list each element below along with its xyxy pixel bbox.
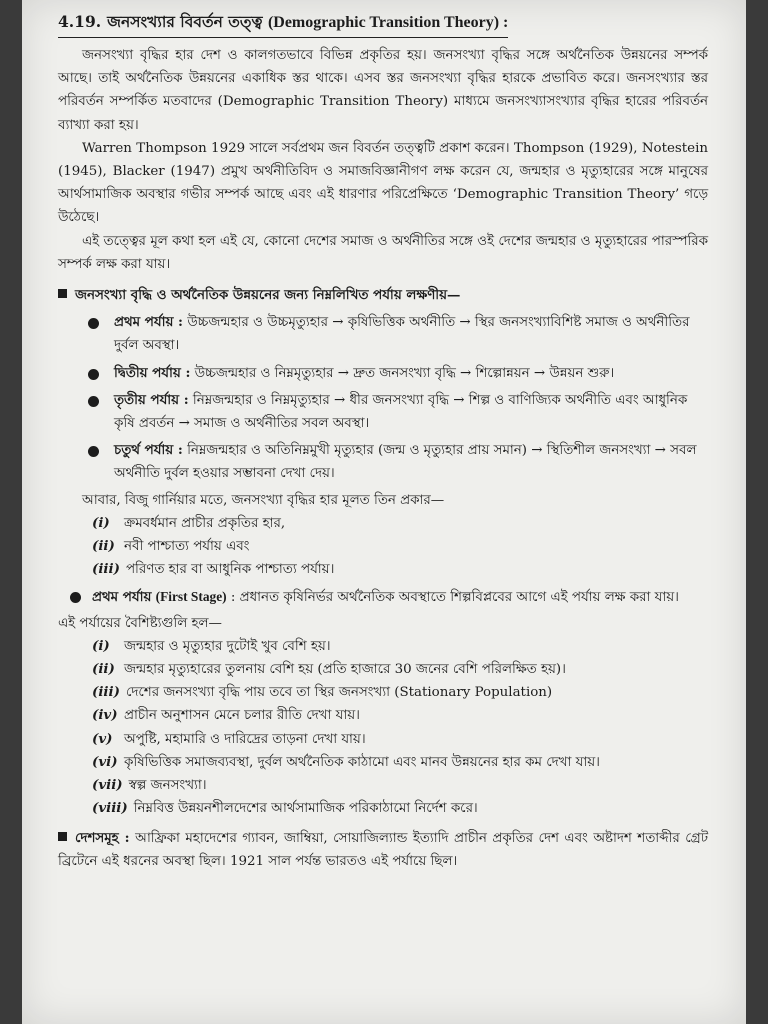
list-text: স্বল্প জনসংখ্যা। bbox=[128, 778, 207, 794]
stage-item bbox=[58, 389, 708, 435]
section-heading bbox=[58, 10, 508, 38]
list-number: (vi) bbox=[92, 753, 118, 770]
stage-text: উচ্চজন্মহার ও উচ্চমৃত্যুহার → কৃষিভিত্তিক অর্থনীতি → স্থির জনসংখ্যাবিশিষ্ট সমাজ ও অর্থনীতির দুর্বল অবস্থা। bbox=[114, 315, 690, 354]
list-item bbox=[58, 512, 708, 535]
first-stage-label-english: (First Stage) bbox=[155, 589, 227, 605]
features-intro: এই পর্যায়ের বৈশিষ্ট্যগুলি হল— bbox=[58, 615, 222, 631]
garnier-intro: আবার, বিজু গার্নিয়ার মতে, জনসংখ্যা বৃদ্ধির হার মূলত তিন প্রকার— bbox=[82, 492, 445, 508]
list-number: (i) bbox=[92, 637, 110, 654]
stage-text: উচ্চজন্মহার ও নিম্নমৃত্যুহার → দ্রুত জনসংখ্যা বৃদ্ধি → শিল্পোন্নয়ন → উন্নয়ন শুরু। bbox=[194, 365, 615, 381]
list-number: (vii) bbox=[92, 777, 123, 794]
list-text: ক্রমবর্ধমান প্রাচীর প্রকৃতির হার, bbox=[124, 515, 286, 531]
list-item bbox=[58, 535, 708, 558]
list-number: (iv) bbox=[92, 707, 118, 724]
stage-text: নিম্নজন্মহার ও নিম্নমৃত্যুহার → ধীর জনসংখ্যা বৃদ্ধি → শিল্প ও বাণিজ্যিক অর্থনীতি এবং আধুনিক কৃষি প্রবর্তন → সমাজ ও অর্থনীতির সবল অবস্থা। bbox=[114, 392, 688, 432]
square-bullet-icon bbox=[58, 832, 67, 841]
list-item bbox=[58, 681, 708, 704]
stage-item bbox=[58, 311, 708, 357]
countries-label: দেশসমূহ : bbox=[75, 829, 130, 846]
first-stage-label: প্রথম পর্যায় bbox=[92, 589, 152, 606]
first-stage-text: : প্রধানত কৃষিনির্ভর অর্থনৈতিক অবস্থাতে শিল্পবিপ্লবের আগে এই পর্যায় লক্ষ করা যায়। bbox=[230, 590, 679, 606]
bullet-dot-icon bbox=[88, 369, 99, 380]
stage-item bbox=[58, 439, 708, 485]
list-number: (viii) bbox=[92, 800, 128, 817]
paragraph: Warren Thompson 1929 সালে সর্বপ্রথম জন বিবর্তন তত্ত্বটি প্রকাশ করেন। Thompson (1929), Notestein (1945), Blacker (1947) প্রমুখ অর্থনীতিবিদ ও সমাজবিজ্ঞানীগণ লক্ষ করেন যে, জন্মহার ও মৃত্যুহারের সঙ্গে মানুষের আর্থসামাজিক অবস্থার গভীর সম্পর্ক আছে এবং এই ধারণার পরিপ্রেক্ষিতে ‘Demographic Transition Theory’ গড়ে উঠেছে। bbox=[58, 140, 708, 226]
list-item bbox=[58, 728, 708, 751]
first-stage-block bbox=[58, 585, 708, 609]
list-item bbox=[58, 704, 708, 727]
list-text: কৃষিভিত্তিক সমাজব্যবস্থা, দুর্বল অর্থনৈতিক কাঠামো এবং মানব উন্নয়নের হার কম দেখা যায়। bbox=[124, 754, 600, 770]
square-bullet-icon bbox=[58, 289, 67, 298]
list-text: জন্মহার মৃত্যুহারের তুলনায় বেশি হয় (প্রতি হাজারে 30 জনের বেশি পরিলক্ষিত হয়)। bbox=[124, 662, 566, 678]
list-item bbox=[58, 635, 708, 658]
bullet-dot-icon bbox=[70, 592, 81, 603]
list-number: (ii) bbox=[92, 661, 115, 678]
list-item bbox=[58, 658, 708, 681]
list-item bbox=[58, 751, 708, 774]
book-page bbox=[22, 0, 746, 1024]
stage-item bbox=[58, 362, 708, 385]
list-number: (i) bbox=[92, 514, 110, 531]
page-content bbox=[58, 10, 708, 873]
section-title-bengali: জনসংখ্যার বিবর্তন তত্ত্ব bbox=[107, 12, 263, 31]
paragraph: জনসংখ্যা বৃদ্ধির হার দেশ ও কালগতভাবে বিভিন্ন প্রকৃতির হয়। জনসংখ্যা বৃদ্ধির সঙ্গে অর্থনৈতিক উন্নয়নের সম্পর্ক আছে। তাই অর্থনৈতিক উন্নয়নের একাধিক স্তর থাকে। এসব স্তর জনসংখ্যা বৃদ্ধির হারকে প্রভাবিত করে। জনসংখ্যার স্তর পরিবর্তন সম্পর্কিত মতবাদের (Demographic Transition Theory) মাধ্যমে জনসংখ্যাসংখ্যার বৃদ্ধির হারের পরিবর্তন ব্যাখ্যা করা হয়। bbox=[58, 48, 708, 133]
list-text: নবী পাশ্চাত্য পর্যায় এবং bbox=[124, 539, 250, 555]
bullet-dot-icon bbox=[88, 318, 99, 329]
stage-text: নিম্নজন্মহার ও অতিনিম্নমুখী মৃত্যুহার (জন্ম ও মৃত্যুহার প্রায় সমান) → স্থিতিশীল জনসংখ্যা → সবল অর্থনীতি দুর্বল হওয়ার সম্ভাবনা দেখা দেয়। bbox=[114, 443, 697, 482]
list-text: অপুষ্টি, মহামারি ও দারিদ্রের তাড়না দেখা যায়। bbox=[124, 731, 366, 747]
list-text: নিম্নবিত্ত উন্নয়নশীলদেশের আর্থসামাজিক পরিকাঠামো নির্দেশ করে। bbox=[133, 801, 478, 817]
list-number: (iii) bbox=[92, 684, 120, 701]
stage-label: তৃতীয় পর্যায় : bbox=[114, 391, 189, 408]
list-text: দেশের জনসংখ্যা বৃদ্ধি পায় তবে তা স্থির জনসংখ্যা (Stationary Population) bbox=[125, 685, 553, 701]
list-text: জন্মহার ও মৃত্যুহার দুটোই খুব বেশি হয়। bbox=[124, 638, 331, 654]
list-text: পরিণত হার বা আধুনিক পাশ্চাত্য পর্যায়। bbox=[125, 562, 335, 578]
section-number: 4.19. bbox=[58, 12, 102, 31]
section-title-english: (Demographic Transition Theory) : bbox=[267, 14, 509, 31]
list-item bbox=[58, 774, 708, 797]
paragraph: এই তত্ত্বের মূল কথা হল এই যে, কোনো দেশের সমাজ ও অর্থনীতির সঙ্গে ওই দেশের জন্মহার ও মৃত্যুহারের পারস্পরিক সম্পর্ক লক্ষ করা যায়। bbox=[58, 233, 708, 272]
list-item bbox=[58, 797, 708, 820]
stages-intro-text: জনসংখ্যা বৃদ্ধি ও অর্থনৈতিক উন্নয়নের জন্য নিম্নলিখিত পর্যায় লক্ষণীয়— bbox=[75, 287, 461, 304]
stage-label: দ্বিতীয় পর্যায় : bbox=[114, 364, 191, 381]
stage-label: চতুর্থ পর্যায় : bbox=[114, 442, 183, 459]
list-item bbox=[58, 558, 708, 581]
stage-label: প্রথম পর্যায় : bbox=[114, 314, 183, 331]
countries-text: আফ্রিকা মহাদেশের গ্যাবন, জাম্বিয়া, সোয়াজিল্যান্ড ইত্যাদি প্রাচীন প্রকৃতির দেশ এবং অষ্টাদশ শতাব্দীর গ্রেট ব্রিটেনে এই ধরনের অবস্থা ছিল। 1921 সাল পর্যন্ত ভারতও এই পর্যায়ে ছিল। bbox=[58, 830, 709, 869]
list-number: (v) bbox=[92, 730, 113, 747]
bullet-dot-icon bbox=[88, 396, 99, 407]
bullet-dot-icon bbox=[88, 446, 99, 457]
countries-paragraph bbox=[58, 827, 708, 873]
list-number: (ii) bbox=[92, 538, 115, 555]
stages-intro bbox=[58, 284, 708, 307]
list-text: প্রাচীন অনুশাসন মেনে চলার রীতি দেখা যায়। bbox=[124, 708, 360, 724]
list-number: (iii) bbox=[92, 561, 120, 578]
